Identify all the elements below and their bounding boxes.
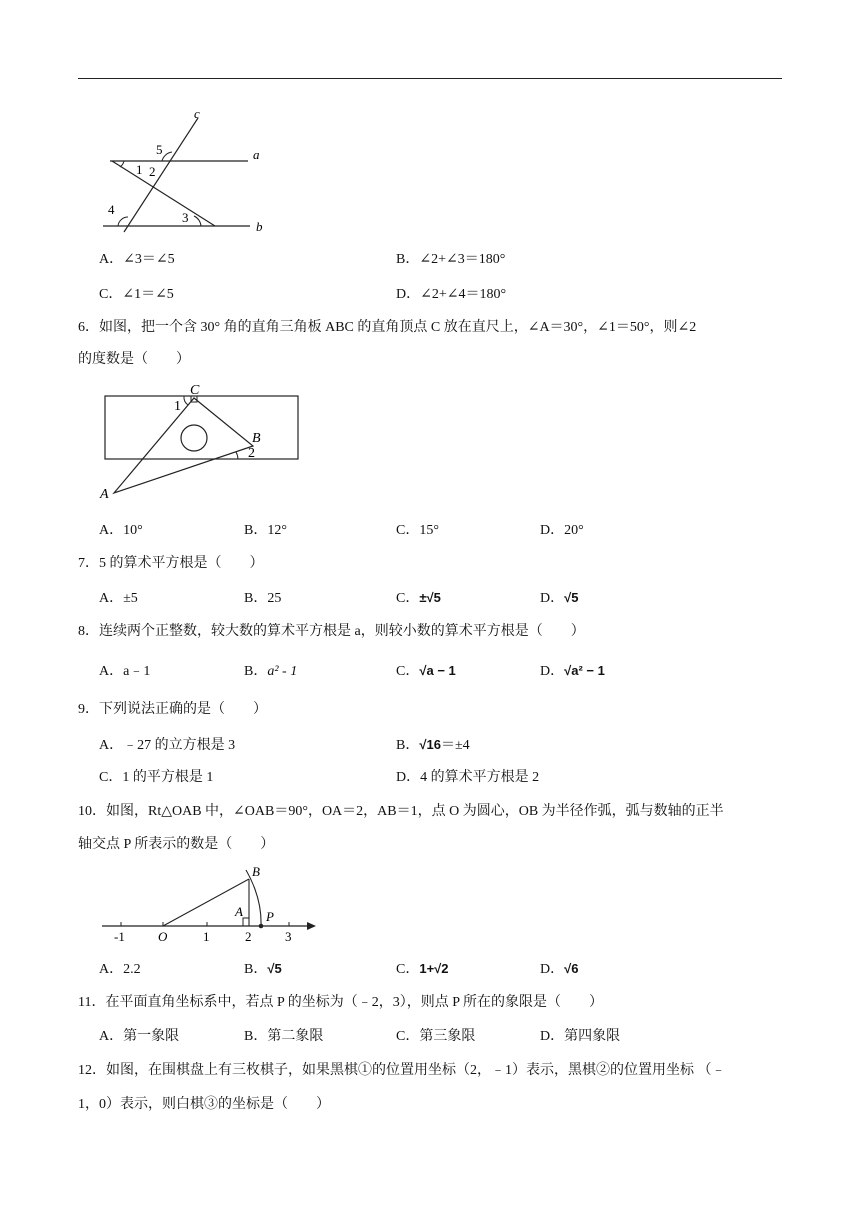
q10-figure xyxy=(98,862,328,947)
q5-label-b: b xyxy=(256,219,263,234)
q11-question: 11．在平面直角坐标系中，若点 P 的坐标为（﹣2，3），则点 P 所在的象限是（ ） xyxy=(78,995,604,1010)
q10-label-b: B xyxy=(252,864,260,879)
q6-question-line2: 的度数是（ ） xyxy=(78,352,190,367)
q6-label-1: 1 xyxy=(174,399,181,414)
q9-option-c[interactable]: C．1 的平方根是 1 xyxy=(99,770,214,785)
q10-option-c-math: 1+√2 xyxy=(419,961,449,976)
q10-option-d-math: √6 xyxy=(564,961,579,976)
q9-option-b-math: √16 xyxy=(419,737,441,752)
q6-label-a: A xyxy=(100,487,109,502)
q6-label-2: 2 xyxy=(248,446,255,461)
q5-option-c[interactable]: C．∠1＝∠5 xyxy=(99,287,174,302)
q8-option-c[interactable] xyxy=(396,660,456,680)
q10-label-p: P xyxy=(266,909,274,924)
q10-option-b-math: √5 xyxy=(267,961,282,976)
q10-tick-2: 2 xyxy=(245,929,252,944)
q5-option-a[interactable]: A．∠3＝∠5 xyxy=(99,252,175,267)
q7-option-c-prefix: C． xyxy=(396,591,420,606)
q8-option-a[interactable]: A．a﹣1 xyxy=(99,664,151,679)
q8-option-b[interactable] xyxy=(244,660,297,680)
q7-option-d-prefix: D． xyxy=(540,591,565,606)
q10-question-line2: 轴交点 P 所表示的数是（ ） xyxy=(78,837,275,852)
q9-option-b-prefix: B． xyxy=(396,738,420,753)
q11-option-c[interactable]: C．第三象限 xyxy=(396,1029,476,1044)
q10-option-c-prefix: C． xyxy=(396,962,420,977)
q10-option-d-prefix: D． xyxy=(540,962,565,977)
q8-question: 8．连续两个正整数，较大数的算术平方根是 a，则较小数的算术平方根是（ ） xyxy=(78,624,585,639)
q10-option-a[interactable]: A．2.2 xyxy=(99,962,141,977)
q9-option-b[interactable] xyxy=(396,734,470,754)
q6-question-line1: 6．如图，把一个含 30° 角的直角三角板 ABC 的直角顶点 C 放在直尺上，∠A＝30°，∠1＝50°，则∠2 xyxy=(78,320,697,335)
q6-option-d[interactable]: D．20° xyxy=(540,523,584,538)
q5-label-c: c xyxy=(194,106,200,121)
q5-label-a: a xyxy=(253,147,260,162)
q8-option-b-math: a² - 1 xyxy=(267,664,298,679)
q9-option-b-suffix: ＝±4 xyxy=(440,738,470,753)
q9-option-a[interactable]: A．﹣27 的立方根是 3 xyxy=(99,738,236,753)
q8-option-c-prefix: C． xyxy=(396,664,420,679)
q8-option-d-math: √a² − 1 xyxy=(564,663,605,678)
q5-option-b[interactable]: B．∠2+∠3＝180° xyxy=(396,252,506,267)
q10-option-d[interactable] xyxy=(540,958,579,978)
q7-option-a[interactable]: A．±5 xyxy=(99,591,138,606)
q5-label-1: 1 xyxy=(136,162,143,177)
q10-tick-1: 1 xyxy=(203,929,210,944)
q10-option-b-prefix: B． xyxy=(244,962,268,977)
q5-option-d[interactable]: D．∠2+∠4＝180° xyxy=(396,287,507,302)
q5-label-4: 4 xyxy=(108,202,115,217)
q12-question-line1: 12．如图，在围棋盘上有三枚棋子，如果黑棋①的位置用坐标（2，﹣1）表示，黑棋②的位置用坐标 （﹣ xyxy=(78,1063,726,1078)
q6-label-c: C xyxy=(190,383,200,398)
q7-option-c-math: ±√5 xyxy=(419,590,441,605)
q10-tick-minus1: -1 xyxy=(114,929,125,944)
q11-option-a[interactable]: A．第一象限 xyxy=(99,1029,180,1044)
q12-question-line2: 1，0）表示，则白棋③的坐标是（ ） xyxy=(78,1097,330,1112)
q6-option-a[interactable]: A．10° xyxy=(99,523,143,538)
q9-option-d[interactable]: D．4 的算术平方根是 2 xyxy=(396,770,540,785)
q8-option-d-prefix: D． xyxy=(540,664,565,679)
q7-question: 7．5 的算术平方根是（ ） xyxy=(78,556,264,571)
q6-option-c[interactable]: C．15° xyxy=(396,523,439,538)
q10-option-b[interactable] xyxy=(244,958,282,978)
q6-label-b: B xyxy=(252,431,261,446)
q11-option-d[interactable]: D．第四象限 xyxy=(540,1029,621,1044)
q10-label-a: A xyxy=(235,904,243,919)
q5-label-3: 3 xyxy=(182,210,189,225)
q5-label-5: 5 xyxy=(156,142,163,157)
q5-figure xyxy=(98,104,278,239)
q7-option-d[interactable] xyxy=(540,587,579,607)
q8-option-c-math: √a − 1 xyxy=(419,663,456,678)
q8-option-d[interactable] xyxy=(540,660,605,680)
q8-option-b-prefix: B． xyxy=(244,664,268,679)
q10-label-o: O xyxy=(158,929,168,944)
q10-tick-3: 3 xyxy=(285,929,292,944)
q11-option-b[interactable]: B．第二象限 xyxy=(244,1029,324,1044)
header-rule xyxy=(78,78,782,79)
q7-option-b[interactable]: B．25 xyxy=(244,591,282,606)
q6-option-b[interactable]: B．12° xyxy=(244,523,287,538)
q9-question: 9．下列说法正确的是（ ） xyxy=(78,702,267,717)
q7-option-c[interactable] xyxy=(396,587,441,607)
q6-figure xyxy=(98,380,308,500)
q5-label-2: 2 xyxy=(149,164,156,179)
q10-option-c[interactable] xyxy=(396,958,449,978)
q7-option-d-math: √5 xyxy=(564,590,579,605)
q10-question-line1: 10．如图，Rt△OAB 中，∠OAB＝90°，OA＝2，AB＝1，点 O 为圆心，OB 为半径作弧，弧与数轴的正半 xyxy=(78,804,724,819)
